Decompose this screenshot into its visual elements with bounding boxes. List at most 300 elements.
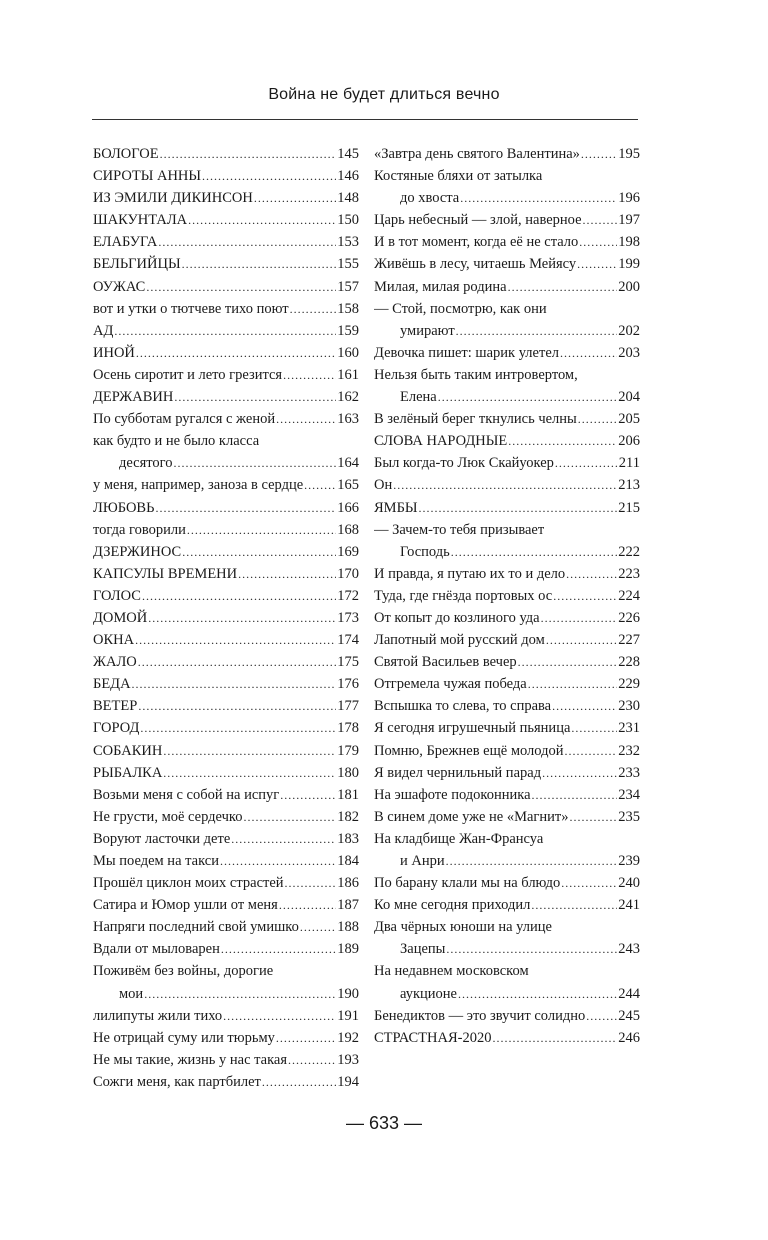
toc-entry <box>93 253 359 275</box>
dot-leader <box>565 740 618 762</box>
dot-leader <box>144 983 336 1005</box>
toc-entry-title: Осень сиротит и лето грезится <box>93 366 283 383</box>
toc-entry-page: 175 <box>337 654 359 671</box>
toc-entry-title: ДОМОЙ <box>93 609 148 626</box>
dot-leader <box>290 298 337 320</box>
toc-entry-page: 164 <box>337 455 359 472</box>
toc-entry-page: 181 <box>337 786 359 803</box>
toc-entry <box>93 938 359 960</box>
toc-entry-page: 203 <box>618 344 640 361</box>
toc-entry-page: 177 <box>337 698 359 715</box>
toc-entry <box>374 607 640 629</box>
dot-leader <box>561 872 617 894</box>
toc-entry-page: 186 <box>337 875 359 892</box>
toc-entry <box>93 717 359 739</box>
toc-entry <box>374 740 640 762</box>
page-number: — 633 — <box>345 1113 423 1133</box>
toc-entry-page: 193 <box>337 1051 359 1068</box>
toc-entry-page: 150 <box>337 212 359 229</box>
toc-entry <box>93 960 359 982</box>
toc-entry-title: Напряги последний свой умишко <box>93 919 299 936</box>
toc-entry-title: Лапотный мой русский дом <box>374 632 545 649</box>
toc-entry-page: 222 <box>618 543 640 560</box>
toc-entry-title: БЕДА <box>93 676 131 693</box>
dot-leader <box>552 695 617 717</box>
dot-leader <box>579 231 617 253</box>
dot-leader <box>446 938 617 960</box>
dot-leader <box>532 784 618 806</box>
toc-entry <box>374 983 640 1005</box>
toc-entry-title: СЛОВА НАРОДНЫЕ <box>374 433 508 450</box>
toc-entry <box>374 342 640 364</box>
toc-entry <box>93 143 359 165</box>
toc-entry-title: ИЗ ЭМИЛИ ДИКИНСОН <box>93 190 253 207</box>
toc-entry <box>93 231 359 253</box>
toc-entry-title: Святой Васильев вечер <box>374 654 517 671</box>
dot-leader <box>581 143 617 165</box>
toc-entry-page: 179 <box>337 742 359 759</box>
toc-entry-page: 159 <box>337 322 359 339</box>
toc-entry-title: «Завтра день святого Валентина» <box>374 146 580 162</box>
toc-entry-page: 194 <box>337 1073 359 1090</box>
toc-entry-title: Туда, где гнёзда портовых ос <box>374 587 553 604</box>
toc-entry <box>93 430 359 452</box>
toc-entry-page: 223 <box>618 565 640 582</box>
toc-column-right <box>374 143 640 1049</box>
toc-entry <box>374 253 640 275</box>
dot-leader <box>458 983 617 1005</box>
toc-entry-page: 187 <box>337 897 359 914</box>
toc-entry-title: у меня, например, заноза в сердце <box>93 477 304 494</box>
dot-leader <box>155 497 336 519</box>
toc-entry <box>374 497 640 519</box>
toc-entry <box>93 740 359 762</box>
toc-entry <box>93 629 359 651</box>
toc-entry-page: 176 <box>337 676 359 693</box>
toc-entry-page: 161 <box>337 366 359 383</box>
toc-entry-title: СОБАКИН <box>93 742 163 759</box>
dot-leader <box>238 563 336 585</box>
toc-entry-page: 165 <box>337 477 359 494</box>
toc-entry <box>93 762 359 784</box>
toc-entry <box>93 187 359 209</box>
toc-entry-page: 213 <box>618 477 640 494</box>
toc-entry <box>93 806 359 828</box>
dot-leader <box>174 452 337 474</box>
toc-entry-page: 153 <box>337 234 359 251</box>
toc-entry-page: 231 <box>618 720 640 737</box>
toc-entry-title: ГОЛОС <box>93 587 141 604</box>
toc-entry-title: Вдали от мыловарен <box>93 941 220 958</box>
toc-entry <box>93 497 359 519</box>
toc-entry <box>93 916 359 938</box>
dot-leader <box>541 607 618 629</box>
dot-leader <box>456 320 618 342</box>
toc-entry <box>374 430 640 452</box>
toc-entry <box>374 916 640 938</box>
toc-entry <box>374 231 640 253</box>
toc-entry-title: БОЛОГОЕ <box>93 146 159 162</box>
dot-leader <box>583 209 618 231</box>
toc-entry <box>93 165 359 187</box>
toc-entry-page: 190 <box>337 985 359 1002</box>
toc-entry-page: 180 <box>337 764 359 781</box>
toc-entry <box>374 717 640 739</box>
toc-entry <box>374 386 640 408</box>
toc-entry-title: ИНОЙ <box>93 344 135 361</box>
toc-entry-title: Господь <box>400 543 450 560</box>
toc-entry-title: Я видел чернильный парад <box>374 764 542 781</box>
toc-entry-title: и Анри <box>400 853 445 869</box>
dot-leader <box>560 342 617 364</box>
running-header: Война не будет длиться вечно <box>268 86 500 103</box>
toc-entry <box>93 1071 359 1093</box>
toc-entry <box>93 408 359 430</box>
toc-entry-title: Не отрицай суму или тюрьму <box>93 1029 275 1046</box>
toc-entry <box>93 784 359 806</box>
toc-entry-title: КАПСУЛЫ ВРЕМЕНИ <box>93 565 238 582</box>
toc-entry <box>374 320 640 342</box>
toc-entry-title: — Зачем-то тебя призывает <box>374 521 545 538</box>
toc-entry-title: Воруют ласточки дете <box>93 830 231 847</box>
toc-entry <box>374 165 640 187</box>
toc-entry-title: до хвоста <box>400 190 460 207</box>
toc-entry-title: Помню, Брежнев ещё молодой <box>374 742 564 759</box>
toc-entry-title: Живёшь в лесу, читаешь Мейясу <box>374 256 577 273</box>
toc-entry <box>93 651 359 673</box>
toc-entry-title: Вспышка то слева, то справа <box>374 698 552 715</box>
toc-entry-title: ЖАЛО <box>93 654 137 671</box>
toc-entry-page: 169 <box>337 543 359 560</box>
dot-leader <box>393 474 617 496</box>
dot-leader <box>136 342 336 364</box>
toc-entry-page: 232 <box>618 742 640 759</box>
toc-entry-title: Зацепы <box>400 941 446 958</box>
toc-entry <box>93 1027 359 1049</box>
dot-leader <box>187 519 336 541</box>
toc-entry <box>374 276 640 298</box>
toc-entry-page: 192 <box>337 1029 359 1046</box>
toc-entry-title: ЕЛАБУГА <box>93 234 158 251</box>
toc-entry <box>374 585 640 607</box>
toc-entry-title: По барану клали мы на блюдо <box>374 875 561 892</box>
toc-entry <box>93 209 359 231</box>
toc-entry <box>93 673 359 695</box>
toc-entry-page: 229 <box>618 676 640 693</box>
toc-entry-page: 170 <box>337 565 359 582</box>
toc-entry-title: РЫБАЛКА <box>93 764 163 781</box>
toc-entry-page: 244 <box>618 985 640 1002</box>
toc-entry-title: ОКНА <box>93 632 135 649</box>
dot-leader <box>518 651 618 673</box>
toc-entry-title: аукционе <box>400 985 457 1002</box>
toc-entry-page: 233 <box>618 764 640 781</box>
toc-entry-title: Мы поедем на такси <box>93 853 219 869</box>
header-rule <box>92 119 638 120</box>
toc-entry-page: 246 <box>618 1029 640 1046</box>
toc-entry-title: Поживём без войны, дорогие <box>93 963 274 980</box>
toc-entry <box>93 850 359 872</box>
dot-leader <box>182 541 336 563</box>
toc-entry-title: Был когда-то Люк Скайуокер <box>374 455 554 472</box>
toc-entry-title: Ко мне сегодня приходил <box>374 897 531 914</box>
toc-entry <box>374 629 640 651</box>
dot-leader <box>280 784 336 806</box>
toc-entry-page: 172 <box>337 587 359 604</box>
toc-entry <box>374 872 640 894</box>
toc-entry-page: 215 <box>618 499 640 516</box>
toc-entry-title: ВЕТЕР <box>93 698 138 715</box>
toc-entry-page: 202 <box>618 322 640 339</box>
toc-entry <box>374 541 640 563</box>
dot-leader <box>163 740 336 762</box>
toc-entry <box>374 452 640 474</box>
dot-leader <box>231 828 336 850</box>
dot-leader <box>546 629 617 651</box>
toc-entry-page: 155 <box>337 256 359 273</box>
dot-leader <box>138 695 336 717</box>
toc-entry <box>93 276 359 298</box>
dot-leader <box>243 806 336 828</box>
dot-leader <box>553 585 617 607</box>
dot-leader <box>304 474 336 496</box>
toc-entry-page: 241 <box>618 897 640 914</box>
toc-entry <box>93 695 359 717</box>
toc-entry-page: 148 <box>337 190 359 207</box>
toc-entry <box>374 894 640 916</box>
dot-leader <box>285 872 337 894</box>
toc-entry-title: Не грусти, моё сердечко <box>93 808 243 825</box>
toc-entry-page: 183 <box>337 830 359 847</box>
dot-leader <box>542 762 617 784</box>
toc-entry-page: 234 <box>618 786 640 803</box>
toc-entry <box>374 474 640 496</box>
toc-entry-page: 200 <box>618 278 640 295</box>
toc-entry-page: 158 <box>337 300 359 317</box>
dot-leader <box>135 629 336 651</box>
dot-leader <box>114 320 336 342</box>
toc-entry <box>374 960 640 982</box>
dot-leader <box>419 497 618 519</box>
dot-leader <box>254 187 336 209</box>
toc-entry-page: 198 <box>618 234 640 251</box>
toc-entry-title: И в тот момент, когда её не стало <box>374 234 579 251</box>
toc-entry-title: Милая, милая родина <box>374 278 507 295</box>
toc-entry <box>93 519 359 541</box>
toc-entry <box>93 452 359 474</box>
toc-entry <box>374 298 640 320</box>
dot-leader <box>142 585 336 607</box>
toc-entry <box>374 695 640 717</box>
toc-entry-title: вот и утки о тютчеве тихо поют <box>93 300 289 317</box>
toc-entry-page: 206 <box>618 433 640 450</box>
toc-entry <box>374 651 640 673</box>
toc-entry-page: 168 <box>337 521 359 538</box>
toc-entry-page: 191 <box>337 1007 359 1024</box>
dot-leader <box>438 386 618 408</box>
toc-entry <box>93 607 359 629</box>
toc-entry-title: По субботам ругался с женой <box>93 411 276 428</box>
dot-leader <box>221 938 336 960</box>
toc-entry <box>374 408 640 430</box>
dot-leader <box>148 607 336 629</box>
toc-entry <box>93 320 359 342</box>
toc-entry <box>374 784 640 806</box>
toc-entry-page: 173 <box>337 609 359 626</box>
toc-entry <box>93 474 359 496</box>
toc-entry-title: — Стой, посмотрю, как они <box>374 300 547 317</box>
toc-entry <box>93 1005 359 1027</box>
toc-entry-title: На эшафоте подоконника <box>374 786 531 803</box>
toc-entry-title: ШАКУНТАЛА <box>93 212 188 229</box>
dot-leader <box>163 762 336 784</box>
toc-entry-page: 188 <box>337 919 359 936</box>
dot-leader <box>508 276 618 298</box>
toc-entry <box>374 1005 640 1027</box>
dot-leader <box>288 1049 336 1071</box>
toc-entry-page: 157 <box>337 278 359 295</box>
toc-entry-title: ГОРОД <box>93 720 140 737</box>
toc-entry-title: АД <box>93 322 114 339</box>
toc-entry <box>374 938 640 960</box>
toc-entry-page: 189 <box>337 941 359 958</box>
dot-leader <box>276 408 336 430</box>
toc-entry-title: Елена <box>400 389 437 406</box>
toc-entry-title: Сатира и Юмор ушли от меня <box>93 897 278 914</box>
dot-leader <box>279 894 336 916</box>
toc-entry-title: ЛЮБОВЬ <box>93 499 155 516</box>
toc-entry-page: 230 <box>618 698 640 715</box>
toc-entry-title: десятого <box>119 455 173 472</box>
toc-entry-title: Девочка пишет: шарик улетел <box>374 344 559 361</box>
toc-entry-title: Я сегодня игрушечный пьяница <box>374 720 571 737</box>
toc-entry-page: 174 <box>337 632 359 649</box>
toc-entry-title: В синем доме уже не «Магнит» <box>374 808 569 825</box>
dot-leader <box>223 1005 336 1027</box>
toc-entry-page: 245 <box>618 1007 640 1024</box>
toc-entry-page: 228 <box>618 654 640 671</box>
toc-entry-title: ОУЖАС <box>93 278 146 295</box>
toc-entry-title: лилипуты жили тихо <box>93 1007 223 1024</box>
toc-entry <box>374 187 640 209</box>
dot-leader <box>577 253 617 275</box>
toc-entry-title: Царь небесный — злой, наверное <box>374 212 582 229</box>
toc-entry-title: ДЗЕРЖИНОС <box>93 543 182 560</box>
toc-entry-page: 227 <box>618 632 640 649</box>
toc-entry-page: 204 <box>618 389 640 406</box>
dot-leader <box>188 209 336 231</box>
toc-entry-title: СИРОТЫ АННЫ <box>93 168 202 185</box>
toc-entry-title: Два чёрных юноши на улице <box>374 919 552 936</box>
toc-entry-page: 163 <box>337 411 359 428</box>
toc-entry-page: 184 <box>337 853 359 869</box>
toc-entry-title: Возьми меня с собой на испуг <box>93 786 280 803</box>
toc-entry-page: 224 <box>618 587 640 604</box>
dot-leader <box>262 1071 336 1093</box>
dot-leader <box>276 1027 336 1049</box>
dot-leader <box>146 276 336 298</box>
dot-leader <box>571 717 617 739</box>
dot-leader <box>531 894 617 916</box>
dot-leader <box>586 1005 617 1027</box>
toc-entry <box>374 563 640 585</box>
toc-entry <box>93 364 359 386</box>
dot-leader <box>202 165 336 187</box>
toc-entry <box>93 563 359 585</box>
toc-entry-page: 166 <box>337 499 359 516</box>
toc-entry-page: 240 <box>618 875 640 892</box>
toc-entry <box>93 894 359 916</box>
dot-leader <box>132 673 337 695</box>
toc-entry-title: ДЕРЖАВИН <box>93 389 174 406</box>
toc-entry-title: как будто и не было класса <box>93 433 260 450</box>
toc-entry-title: На кладбище Жан-Франсуа <box>374 830 544 847</box>
toc-entry-title: Сожги меня, как партбилет <box>93 1073 261 1090</box>
toc-entry-title: Бенедиктов — это звучит солидно <box>374 1007 586 1024</box>
toc-entry-title: умирают <box>400 322 455 339</box>
toc-entry <box>374 850 640 872</box>
toc-entry-title: БЕЛЬГИЙЦЫ <box>93 256 181 273</box>
dot-leader <box>446 850 618 872</box>
toc-entry-page: 199 <box>618 256 640 273</box>
dot-leader <box>578 408 617 430</box>
toc-entry-title: От копыт до козлиного уда <box>374 609 540 626</box>
toc-entry <box>374 806 640 828</box>
dot-leader <box>451 541 618 563</box>
toc-entry-page: 196 <box>618 190 640 207</box>
dot-leader <box>528 673 618 695</box>
toc-entry-page: 239 <box>618 853 640 869</box>
toc-entry-page: 178 <box>337 720 359 737</box>
dot-leader <box>160 143 337 165</box>
dot-leader <box>555 452 618 474</box>
toc-entry <box>93 828 359 850</box>
toc-entry <box>93 386 359 408</box>
toc-entry <box>374 673 640 695</box>
toc-entry-title: Не мы такие, жизнь у нас такая <box>93 1051 288 1068</box>
dot-leader <box>566 563 617 585</box>
toc-entry-title: И правда, я путаю их то и дело <box>374 565 566 582</box>
dot-leader <box>283 364 336 386</box>
toc-entry-page: 145 <box>337 146 359 162</box>
toc-entry-title: Нельзя быть таким интровертом, <box>374 366 578 383</box>
toc-entry-page: 195 <box>618 146 640 162</box>
toc-entry <box>93 342 359 364</box>
dot-leader <box>508 430 617 452</box>
toc-entry-page: 162 <box>337 389 359 406</box>
toc-entry-page: 146 <box>337 168 359 185</box>
toc-entry <box>374 519 640 541</box>
dot-leader <box>140 717 336 739</box>
toc-entry-page: 235 <box>618 808 640 825</box>
toc-column-left <box>93 143 359 1093</box>
toc-entry <box>93 298 359 320</box>
toc-entry-page: 211 <box>618 455 640 472</box>
toc-entry-title: Костяные бляхи от затылка <box>374 168 543 185</box>
toc-entry-title: В зелёный берег ткнулись челны <box>374 411 577 428</box>
dot-leader <box>138 651 336 673</box>
toc-entry-title: Он <box>374 477 393 494</box>
toc-entry <box>374 143 640 165</box>
toc-entry <box>93 1049 359 1071</box>
toc-entry-title: мои <box>119 985 144 1002</box>
toc-entry-page: 243 <box>618 941 640 958</box>
dot-leader <box>182 253 337 275</box>
dot-leader <box>492 1027 617 1049</box>
toc-entry-page: 182 <box>337 808 359 825</box>
toc-entry <box>93 585 359 607</box>
toc-entry <box>93 983 359 1005</box>
